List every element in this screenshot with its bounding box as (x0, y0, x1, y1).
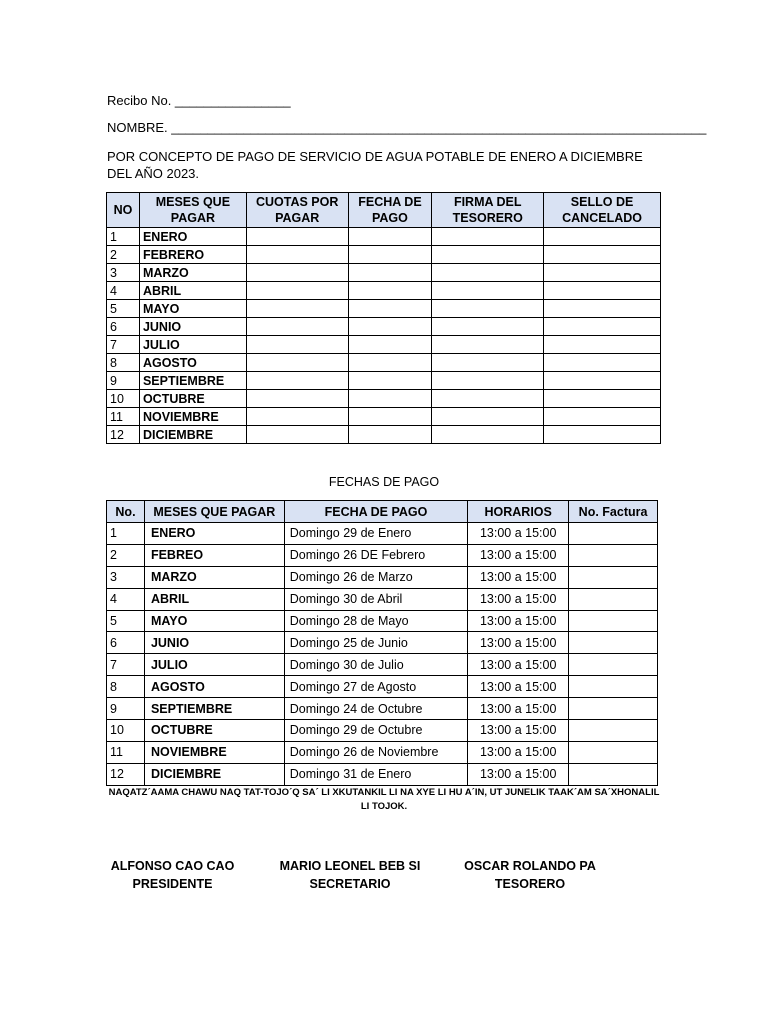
col-header-meses: MESES QUE PAGAR (144, 501, 284, 523)
recibo-number-field: Recibo No. ________________ (107, 93, 291, 108)
row-mes: NOVIEMBRE (144, 741, 284, 763)
row-cuota (246, 372, 348, 390)
table-row (107, 566, 658, 588)
row-firma (432, 336, 544, 354)
table-row (107, 354, 661, 372)
row-number: 12 (107, 763, 145, 785)
row-factura (569, 544, 658, 566)
signature-name: ALFONSO CAO CAO (110, 859, 235, 873)
row-firma (432, 426, 544, 444)
row-fecha (348, 372, 432, 390)
row-number: 3 (107, 264, 140, 282)
row-number: 7 (107, 654, 145, 676)
col-header-horarios: HORARIOS (468, 501, 569, 523)
row-fecha: Domingo 31 de Enero (284, 763, 468, 785)
row-horario: 13:00 a 15:00 (468, 544, 569, 566)
row-cuota (246, 318, 348, 336)
table-row (107, 720, 658, 742)
table-row (107, 698, 658, 720)
col-header-no: No. (107, 501, 145, 523)
row-sello (544, 336, 661, 354)
row-factura (569, 523, 658, 545)
signature-role: PRESIDENTE (132, 877, 213, 891)
row-factura (569, 654, 658, 676)
row-horario: 13:00 a 15:00 (468, 676, 569, 698)
row-number: 2 (107, 246, 140, 264)
row-mes: DICIEMBRE (139, 426, 246, 444)
row-mes: NOVIEMBRE (139, 408, 246, 426)
row-horario: 13:00 a 15:00 (468, 632, 569, 654)
table-row (107, 246, 661, 264)
table-header-row (107, 193, 661, 228)
row-factura (569, 588, 658, 610)
row-mes: ENERO (144, 523, 284, 545)
row-number: 4 (107, 282, 140, 300)
row-fecha: Domingo 28 de Mayo (284, 610, 468, 632)
row-firma (432, 246, 544, 264)
row-cuota (246, 300, 348, 318)
row-horario: 13:00 a 15:00 (468, 610, 569, 632)
row-fecha: Domingo 26 DE Febrero (284, 544, 468, 566)
row-sello (544, 246, 661, 264)
payment-schedule-table (106, 500, 658, 786)
row-firma (432, 228, 544, 246)
row-number: 3 (107, 566, 145, 588)
row-fecha: Domingo 30 de Abril (284, 588, 468, 610)
row-mes: SEPTIEMBRE (144, 698, 284, 720)
table-row (107, 741, 658, 763)
row-mes: OCTUBRE (144, 720, 284, 742)
row-mes: FEBRERO (139, 246, 246, 264)
table-row (107, 372, 661, 390)
row-factura (569, 698, 658, 720)
row-mes: JULIO (144, 654, 284, 676)
row-firma (432, 408, 544, 426)
row-cuota (246, 354, 348, 372)
row-cuota (246, 408, 348, 426)
row-fecha: Domingo 26 de Marzo (284, 566, 468, 588)
row-factura (569, 720, 658, 742)
row-sello (544, 372, 661, 390)
row-number: 5 (107, 300, 140, 318)
row-horario: 13:00 a 15:00 (468, 566, 569, 588)
row-horario: 13:00 a 15:00 (468, 654, 569, 676)
row-horario: 13:00 a 15:00 (468, 763, 569, 785)
table-row (107, 763, 658, 785)
row-mes: JUNIO (144, 632, 284, 654)
row-fecha (348, 300, 432, 318)
table-row (107, 390, 661, 408)
row-sello (544, 408, 661, 426)
row-firma (432, 282, 544, 300)
row-mes: JULIO (139, 336, 246, 354)
row-sello (544, 228, 661, 246)
table-row (107, 336, 661, 354)
col-header-fecha: FECHA DE PAGO (348, 193, 432, 228)
row-number: 10 (107, 720, 145, 742)
col-header-firma: FIRMA DEL TESORERO (432, 193, 544, 228)
row-cuota (246, 228, 348, 246)
table-row (107, 300, 661, 318)
row-number: 4 (107, 588, 145, 610)
row-fecha: Domingo 27 de Agosto (284, 676, 468, 698)
nombre-field: NOMBRE. __________________________________________________________________________ (107, 120, 707, 135)
row-firma (432, 264, 544, 282)
row-fecha: Domingo 30 de Julio (284, 654, 468, 676)
row-horario: 13:00 a 15:00 (468, 523, 569, 545)
row-mes: MAYO (144, 610, 284, 632)
row-mes: ABRIL (144, 588, 284, 610)
table-row (107, 282, 661, 300)
row-mes: MARZO (144, 566, 284, 588)
row-fecha (348, 228, 432, 246)
row-number: 8 (107, 676, 145, 698)
row-number: 9 (107, 698, 145, 720)
fechas-de-pago-title: FECHAS DE PAGO (328, 475, 440, 489)
col-header-cuotas: CUOTAS POR PAGAR (246, 193, 348, 228)
row-mes: JUNIO (139, 318, 246, 336)
payment-record-table (106, 192, 661, 444)
table-row (107, 426, 661, 444)
row-number: 5 (107, 610, 145, 632)
row-sello (544, 426, 661, 444)
row-number: 9 (107, 372, 140, 390)
table-row (107, 408, 661, 426)
row-sello (544, 282, 661, 300)
row-cuota (246, 264, 348, 282)
row-fecha (348, 264, 432, 282)
table-row (107, 676, 658, 698)
row-cuota (246, 426, 348, 444)
signature-name: OSCAR ROLANDO PA (464, 859, 596, 873)
col-header-no: NO (107, 193, 140, 228)
row-fecha: Domingo 24 de Octubre (284, 698, 468, 720)
row-cuota (246, 282, 348, 300)
row-mes: ABRIL (139, 282, 246, 300)
table-row (107, 544, 658, 566)
signature-name: MARIO LEONEL BEB SI (279, 859, 421, 873)
row-fecha (348, 390, 432, 408)
signature-tesorero (455, 857, 605, 893)
row-firma (432, 372, 544, 390)
row-factura (569, 676, 658, 698)
row-fecha: Domingo 29 de Enero (284, 523, 468, 545)
col-header-factura: No. Factura (569, 501, 658, 523)
row-number: 2 (107, 544, 145, 566)
row-number: 11 (107, 408, 140, 426)
row-mes: ENERO (139, 228, 246, 246)
signature-role: TESORERO (494, 877, 566, 891)
row-fecha: Domingo 26 de Noviembre (284, 741, 468, 763)
col-header-fecha: FECHA DE PAGO (284, 501, 468, 523)
signature-role: SECRETARIO (309, 877, 391, 891)
row-sello (544, 300, 661, 318)
row-number: 11 (107, 741, 145, 763)
row-cuota (246, 336, 348, 354)
row-factura (569, 632, 658, 654)
row-mes: OCTUBRE (139, 390, 246, 408)
row-number: 12 (107, 426, 140, 444)
row-mes: MAYO (139, 300, 246, 318)
row-horario: 13:00 a 15:00 (468, 720, 569, 742)
table-row (107, 228, 661, 246)
row-number: 7 (107, 336, 140, 354)
row-horario: 13:00 a 15:00 (468, 741, 569, 763)
table-row (107, 610, 658, 632)
row-firma (432, 318, 544, 336)
row-sello (544, 354, 661, 372)
row-mes: FEBREO (144, 544, 284, 566)
row-mes: AGOSTO (144, 676, 284, 698)
row-firma (432, 300, 544, 318)
table-row (107, 632, 658, 654)
table-row (107, 523, 658, 545)
row-number: 10 (107, 390, 140, 408)
row-factura (569, 741, 658, 763)
row-number: 6 (107, 632, 145, 654)
nota-text: NAQATZ´AAMA CHAWU NAQ TAT-TOJO´Q SA´ LI XKUTANKIL LI NA XYE LI HU A´IN, UT JUNELIK TAAK´AM SA´XHONALIL LI TOJOK. (108, 787, 660, 812)
row-sello (544, 318, 661, 336)
row-firma (432, 354, 544, 372)
row-number: 1 (107, 228, 140, 246)
row-mes: AGOSTO (139, 354, 246, 372)
row-factura (569, 763, 658, 785)
row-number: 6 (107, 318, 140, 336)
row-number: 1 (107, 523, 145, 545)
row-mes: SEPTIEMBRE (139, 372, 246, 390)
signature-secretario (270, 857, 430, 893)
col-header-meses: MESES QUE PAGAR (139, 193, 246, 228)
table-row (107, 264, 661, 282)
row-horario: 13:00 a 15:00 (468, 588, 569, 610)
row-fecha (348, 426, 432, 444)
row-mes: MARZO (139, 264, 246, 282)
row-cuota (246, 246, 348, 264)
row-mes: DICIEMBRE (144, 763, 284, 785)
row-sello (544, 390, 661, 408)
row-horario: 13:00 a 15:00 (468, 698, 569, 720)
row-fecha: Domingo 29 de Octubre (284, 720, 468, 742)
row-factura (569, 566, 658, 588)
row-cuota (246, 390, 348, 408)
row-sello (544, 264, 661, 282)
row-fecha: Domingo 25 de Junio (284, 632, 468, 654)
row-fecha (348, 336, 432, 354)
row-fecha (348, 354, 432, 372)
signature-presidente (100, 857, 245, 893)
row-factura (569, 610, 658, 632)
row-firma (432, 390, 544, 408)
col-header-sello: SELLO DE CANCELADO (544, 193, 661, 228)
row-fecha (348, 246, 432, 264)
row-fecha (348, 408, 432, 426)
table-row (107, 654, 658, 676)
row-fecha (348, 318, 432, 336)
table-header-row (107, 501, 658, 523)
row-number: 8 (107, 354, 140, 372)
table-row (107, 318, 661, 336)
concepto-text: POR CONCEPTO DE PAGO DE SERVICIO DE AGUA POTABLE DE ENERO A DICIEMBRE DEL AÑO 2023. (107, 149, 643, 181)
row-fecha (348, 282, 432, 300)
table-row (107, 588, 658, 610)
